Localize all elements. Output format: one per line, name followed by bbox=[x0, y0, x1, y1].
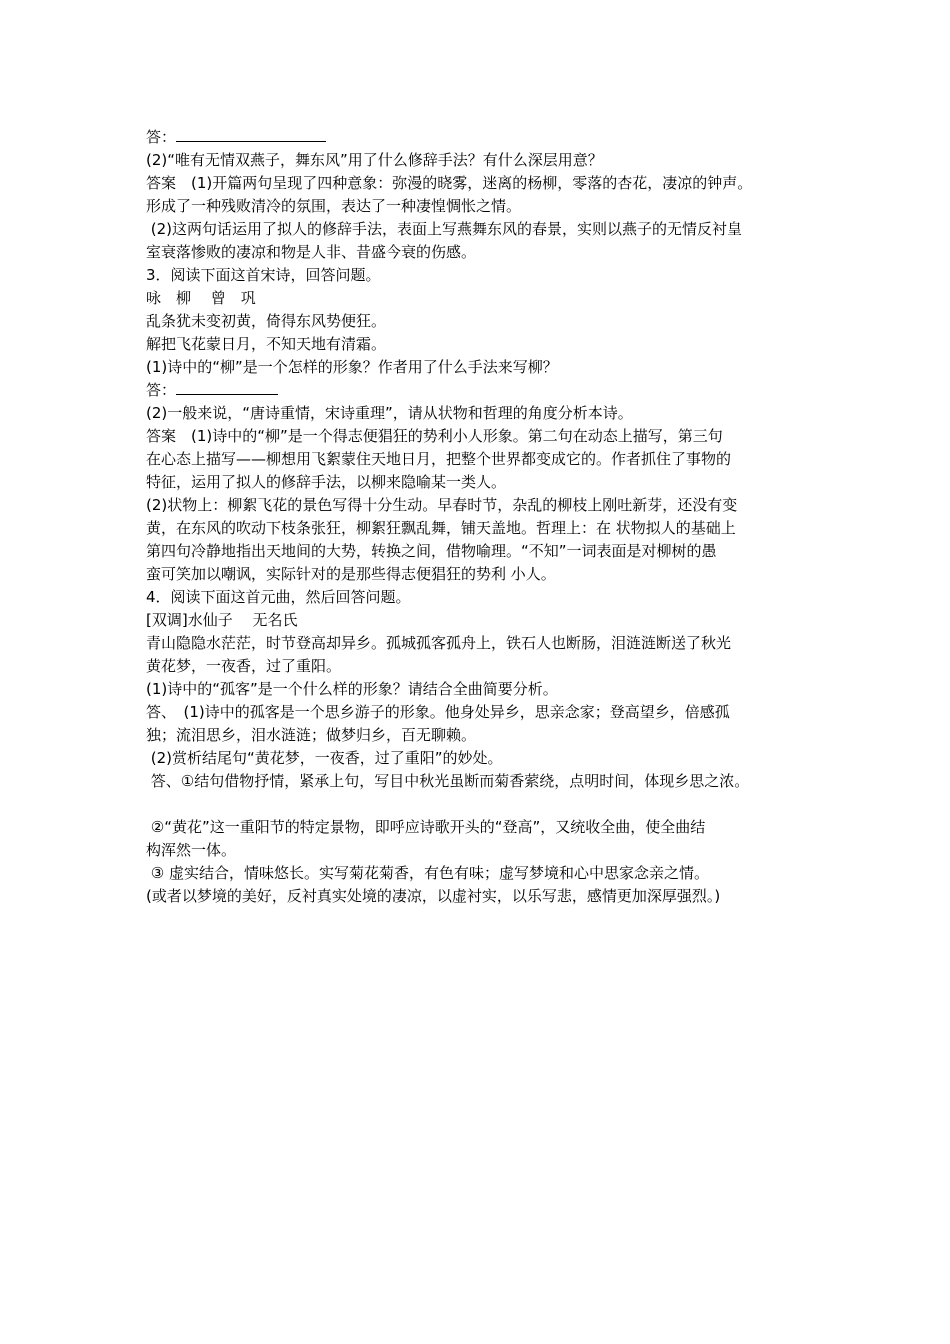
answer-paragraph: 答案 (1)诗中的“柳”是一个得志便猖狂的势利小人形象。第二句在动态上描写，第三句 bbox=[146, 427, 723, 445]
answer-paragraph: 形成了一种残败清冷的氛围，表达了一种凄惶惆怅之情。 bbox=[146, 197, 522, 215]
answer-line-1: 答： bbox=[146, 126, 822, 149]
answer-paragraph: 特征，运用了拟人的修辞手法，以柳来隐喻某一类人。 bbox=[146, 473, 507, 491]
answer-paragraph: ②“黄花”这一重阳节的特定景物，即呼应诗歌开头的“登高”，又统收全曲，使全曲结 bbox=[146, 818, 706, 836]
question-4-2: (2)赏析结尾句“黄花梦，一夜香，过了重阳”的妙处。 bbox=[146, 749, 503, 767]
question-4-1: (1)诗中的“孤客”是一个什么样的形象？请结合全曲简要分析。 bbox=[146, 680, 558, 698]
question-3-1: (1)诗中的“柳”是一个怎样的形象？作者用了什么手法来写柳？ bbox=[146, 358, 558, 376]
answer-paragraph: 独；流泪思乡，泪水涟涟；做梦归乡，百无聊赖。 bbox=[146, 726, 477, 744]
poem-line: 解把飞花蒙日月，不知天地有清霜。 bbox=[146, 335, 387, 353]
answer-paragraph: 在心态上描写——柳想用飞絮蒙住天地日月，把整个世界都变成它的。作者抓住了事物的 bbox=[146, 450, 732, 468]
question-3-2: (2)一般来说，“唐诗重情，宋诗重理”，请从状物和哲理的角度分析本诗。 bbox=[146, 404, 633, 422]
answer-paragraph: 室衰落惨败的凄凉和物是人非、昔盛今衰的伤感。 bbox=[146, 243, 477, 261]
answer-paragraph: 构浑然一体。 bbox=[146, 841, 237, 859]
poem-line: 青山隐隐水茫茫，时节登高却异乡。孤城孤客孤舟上，铁石人也断肠，泪涟涟断送了秋光 bbox=[146, 634, 732, 652]
document-body bbox=[146, 126, 822, 908]
answer-paragraph: (2)这两句话运用了拟人的修辞手法，表面上写燕舞东风的春景，实则以燕子的无情反衬皇 bbox=[146, 220, 743, 238]
answer-paragraph: 答案 (1)开篇两句呈现了四种意象：弥漫的晓雾，迷离的杨柳，零落的杏花，凄凉的钟声。 bbox=[146, 174, 753, 192]
answer-paragraph: (2)状物上：柳絮飞花的景色写得十分生动。早春时节，杂乱的柳枝上刚吐新芽，还没有变 bbox=[146, 496, 738, 514]
question-2-swallows: (2)“唯有无情双燕子，舞东风”用了什么修辞手法？有什么深层用意？ bbox=[146, 151, 603, 169]
answer-blank-2[interactable] bbox=[176, 379, 278, 395]
answer-blank-1[interactable] bbox=[176, 126, 326, 142]
answer-paragraph: 蛮可笑加以嘲讽，实际针对的是那些得志便猖狂的势利 小人。 bbox=[146, 565, 556, 583]
poem-title: 咏 柳 曾 巩 bbox=[146, 289, 256, 307]
answer-paragraph: ③ 虚实结合，情味悠长。实写菊花菊香，有色有味；虚写梦境和心中思家念亲之情。 bbox=[146, 864, 709, 882]
answer-paragraph: 黄，在东风的吹动下枝条张狂，柳絮狂飘乱舞，铺天盖地。哲理上：在 状物拟人的基础上 bbox=[146, 519, 736, 537]
poem-line: 乱条犹未变初黄，倚得东风势便狂。 bbox=[146, 312, 387, 330]
answer-paragraph: 答、①结句借物抒情，紧承上句，写目中秋光虽断而菊香萦绕，点明时间，体现乡思之浓。 bbox=[146, 772, 750, 790]
answer-paragraph: 第四句冷静地指出天地间的大势，转换之间，借物喻理。“不知”一词表面是对柳树的愚 bbox=[146, 542, 717, 560]
answer-line-2: 答： bbox=[146, 379, 822, 402]
blank-line bbox=[146, 793, 822, 816]
answer-paragraph: 答、 (1)诗中的孤客是一个思乡游子的形象。他身处异乡，思亲念家；登高望乡，倍感孤 bbox=[146, 703, 730, 721]
answer-paragraph: (或者以梦境的美好，反衬真实处境的凄凉，以虚衬实，以乐写悲，感情更加深厚强烈。) bbox=[146, 887, 721, 905]
question-4-heading: 4．阅读下面这首元曲，然后回答问题。 bbox=[146, 588, 411, 606]
poem-title: [双调]水仙子 无名氏 bbox=[146, 611, 298, 629]
poem-line: 黄花梦，一夜香，过了重阳。 bbox=[146, 657, 342, 675]
question-3-heading: 3．阅读下面这首宋诗，回答问题。 bbox=[146, 266, 381, 284]
